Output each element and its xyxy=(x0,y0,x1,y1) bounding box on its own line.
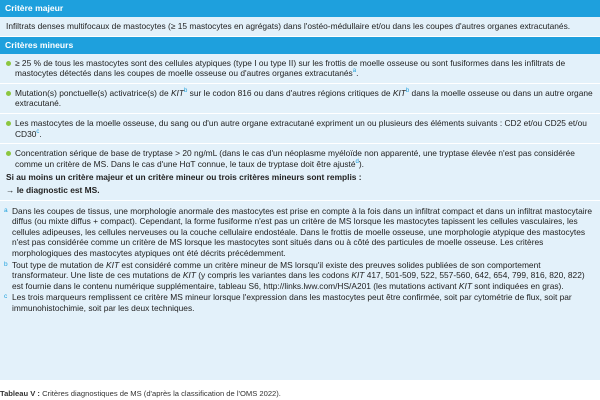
minor-criterion-3: Les mastocytes de la moelle osseuse, du sang ou d'un autre organe extracutané expriment un ou plusieurs des éléments suivants : CD2 et/ou CD25 et/ou CD30$^c$. xyxy=(0,114,600,144)
bullet-dot-icon xyxy=(6,121,11,126)
footnote-b: b Tout type de mutation de KIT est considéré comme un critère mineur de MS lorsqu'il existe des preuves solides publiées de son comportement transformateur. Une liste de ces mutations de KIT (y compris les variantes dans les codons KIT 417, 501-509, 522, 557-560, 642, 654, 799, 816, 820, 822) est fournie dans le contenu numérique supplémentaire, tableau S6, http://links.lww.com/HS/A201 (les mutations activant KIT sont indiquées en gras). xyxy=(4,259,585,291)
diagnostic-rule: Si au moins un critère majeur et un critère mineur ou trois critères mineurs sont remplis : xyxy=(6,172,362,183)
footnotes xyxy=(0,201,600,318)
footnote-marker: c xyxy=(4,293,8,301)
footnote-a: a Dans les coupes de tissus, une morphologie anormale des mastocytes est prise en compte à la fois dans un infiltrat compact et dans un infiltrat mastocytaire diffus (ou mixte diffus + compact). Cependant, la forme fusiforme n'est pas un critère de MS lorsque les mastocytes tapissent les cellules vasculaires, les cellules adipeuses, les cellules nerveuses ou la couche cellulaire endostéale. Dans le frottis de moelle osseuse, une morphologie atypique des mastocytes n'est pas considérée comme un critère de MS lorsque les mastocytes sont situés dans ou à côté des particules de moelle osseuse. Les critères morphologiques des mastocytes atypiques ont été décrits précédemment. xyxy=(4,205,593,258)
minor-criteria-header: Critères mineurs xyxy=(0,37,600,54)
footnote-marker: b xyxy=(4,260,8,268)
footnote-ref-b: b xyxy=(405,87,410,94)
gene-name: KIT xyxy=(392,87,406,98)
bullet-dot-icon xyxy=(6,151,11,156)
minor-criterion-4-block xyxy=(0,144,600,200)
minor-criterion-1: ≥ 25 % de tous les mastocytes sont des cellules atypiques (type I ou type II) sur les frottis de moelle osseuse ou sont fusiformes dans les infiltrats de mastocytes détectés dans les coupes de moelle osseuse ou d'autres organes extracutanés$^a$. xyxy=(0,54,600,84)
footnote-ref-b: b xyxy=(183,87,188,94)
bullet-dot-icon xyxy=(6,91,11,96)
major-criteria-text: Infiltrats denses multifocaux de mastocytes (≥ 15 mastocytes en agrégats) dans l'ostéo-médullaire et/ou dans les coupes d'autres organes extracutanés. xyxy=(0,17,600,37)
caption-text: Critères diagnostiques de MS (d'après la classification de l'OMS 2022). xyxy=(39,389,281,398)
footnote-marker: a xyxy=(4,206,8,214)
gene-name: KIT xyxy=(170,87,184,98)
footnote-ref-a: a xyxy=(352,68,357,75)
footnote-ref-c: c xyxy=(36,128,40,135)
footnote-ref-d: d xyxy=(355,158,359,165)
footnote-c: c Les trois marqueurs remplissent ce critère MS mineur lorsque l'expression dans les mastocytes peut être confirmée, soit par cytométrie de flux, soit par immunohistochimie, soit par les deux techniques. xyxy=(4,292,572,313)
minor-criterion-4: Concentration sérique de base de tryptase > 20 ng/mL (dans le cas d'un néoplasme myéloïde non apparenté, une tryptase élevée n'est pas considérée comme un critère de MS. Dans le cas d'une HαT connue, le taux de tryptase doit être ajusté$^d$). xyxy=(6,148,594,169)
caption-label: Tableau V : xyxy=(0,389,40,398)
bullet-dot-icon xyxy=(6,61,11,66)
minor-criterion-2: Mutation(s) ponctuelle(s) activatrice(s) de KIT$^b$ sur le codon 816 ou dans d'autres régions critiques de KIT$^b$ dans la moelle osseuse ou dans un autre organe extracutané. xyxy=(0,84,600,114)
major-criteria-header: Critère majeur xyxy=(0,0,600,17)
table-caption xyxy=(0,389,281,400)
diagnostic-conclusion: → le diagnostic est MS. xyxy=(6,184,100,195)
